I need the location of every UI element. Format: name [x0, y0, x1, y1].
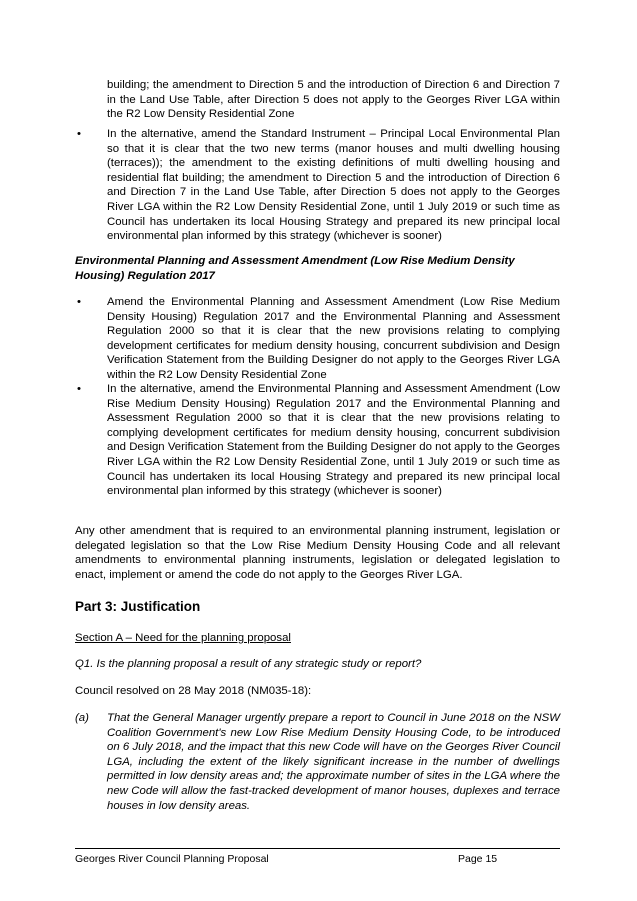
epa-bullet-text: In the alternative, amend the Environmental Planning and Assessment Amendment (Low Rise Medium Density Housing) Regulation 2017 and the Environmental Planning and Assessment Regulation 2000 so that it is clear that the new provisions relating to complying development certificates for medium density housing, concurrent subdivision and Design Verification Statement from the Building Designer do not apply to the Georges River LGA within the R2 Low Density Residential Zone, until 1 July 2019 or such time as Council has undertaken its local Housing Strategy and prepared its new principal local environmental plan informed by this strategy (whichever is sooner) — [107, 383, 560, 498]
section-a-heading: Section A – Need for the planning proposal — [75, 632, 291, 644]
bullet-icon: • — [77, 128, 81, 140]
bullet-icon: • — [77, 296, 81, 308]
bullet-icon: • — [77, 383, 81, 395]
other-amendment-paragraph: Any other amendment that is required to an environmental planning instrument, legislation or delegated legislation so that the Low Rise Medium Density Housing Code and all relevant amendments to environmental planning instruments, legislation or delegated legislation to enact, implement or amend the code do not apply to the Georges River LGA. — [75, 525, 560, 581]
epa-bullet-text: Amend the Environmental Planning and Assessment Amendment (Low Rise Medium Density Housing) Regulation 2017 and the Environmental Planning and Assessment Regulation 2000 so that it is clear that the new provisions relating to complying development certificates for medium density housing, concurrent subdivision and Design Verification Statement from the Building Designer do not apply to the Georges River LGA within the R2 Low Density Residential Zone — [107, 296, 560, 381]
footer-page-number: Page 15 — [458, 853, 498, 865]
footer-document-title: Georges River Council Planning Proposal — [75, 853, 269, 865]
standard-instrument-bullet-text: In the alternative, amend the Standard Instrument – Principal Local Environmental Plan so that it is clear that the two new terms (manor houses and multi dwelling housing (terraces)); the amendment to the existing definitions of multi dwelling housing and residential flat building; the amendment to Direction 5 and the introduction of Direction 6 and Direction 7 in the Land Use Table, after Direction 5 does not apply to the Georges River LGA within the R2 Low Density Residential Zone, until 1 July 2019 or such time as Council has undertaken its local Housing Strategy and prepared its new principal local environmental plan informed by this strategy (whichever is sooner) — [107, 128, 560, 243]
enumeration-label: (a) — [75, 712, 89, 724]
footer-divider — [75, 848, 560, 849]
council-resolution-intro: Council resolved on 28 May 2018 (NM035-18): — [75, 685, 312, 697]
continuation-paragraph: building; the amendment to Direction 5 and the introduction of Direction 6 and Direction 7 in the Land Use Table, after Direction 5 does not apply to the Georges River LGA within the R2 Low Density Residential Zone — [107, 79, 560, 121]
question-1: Q1. Is the planning proposal a result of any strategic study or report? — [75, 658, 422, 670]
resolution-item-a-text: That the General Manager urgently prepare a report to Council in June 2018 on the NSW Coalition Government's new Low Rise Medium Density Housing Code, to be introduced on 6 July 2018, and the impact that this new Code will have on the Georges River Council LGA, including the extent of the likely significant increase in the number of dwellings permitted in low density areas and; the approximate number of sites in the LGA where the new Code will allow the fast-tracked development of manor houses, duplexes and terrace houses in low density areas. — [107, 712, 560, 812]
part3-heading: Part 3: Justification — [75, 599, 201, 614]
epa-regulation-heading: Environmental Planning and Assessment Amendment (Low Rise Medium Density Housing) Regulation 2017 — [75, 255, 515, 282]
